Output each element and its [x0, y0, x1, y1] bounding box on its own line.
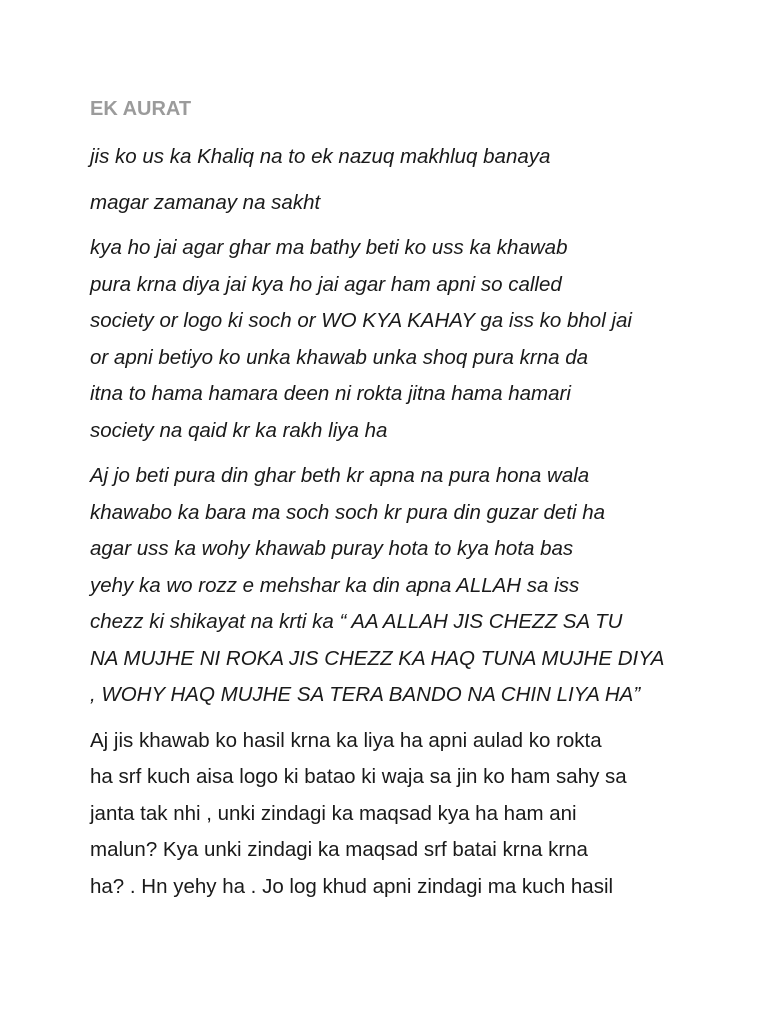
document-title: EK AURAT — [90, 98, 192, 120]
text-line: or apni betiyo ko unka khawab unka shoq pura krna da — [90, 345, 589, 369]
text-line: ha srf kuch aisa logo ki batao ki waja sa jin ko ham sahy sa — [90, 765, 627, 788]
text-line: chezz ki shikayat na krti ka “ AA ALLAH JIS CHEZZ SA TU — [90, 610, 623, 633]
text-line: itna to hama hamara deen ni rokta jitna hama hamari — [90, 382, 571, 405]
text-line: society or logo ki soch or WO KYA KAHAY ga iss ko bhol jai — [90, 309, 632, 332]
text-line: , WOHY HAQ MUJHE SA TERA BANDO NA CHIN LIYA HA” — [90, 683, 641, 706]
text-line: janta tak nhi , unki zindagi ka maqsad kya ha ham ani — [90, 801, 577, 825]
text-line: NA MUJHE NI ROKA JIS CHEZZ KA HAQ TUNA MUJHE DIYA — [90, 646, 665, 670]
text-line: pura krna diya jai kya ho jai agar ham apni so called — [90, 272, 562, 296]
text-line: kya ho jai agar ghar ma bathy beti ko uss ka khawab — [90, 236, 568, 259]
text-line: ha? . Hn yehy ha . Jo log khud apni zindagi ma kuch hasil — [90, 874, 614, 898]
text-line: society na qaid kr ka rakh liya ha — [90, 418, 388, 442]
text-line: yehy ka wo rozz e mehshar ka din apna ALLAH sa iss — [90, 573, 580, 597]
text-line: magar zamanay na sakht — [90, 190, 321, 214]
text-line: jis ko us ka Khaliq na to ek nazuq makhluq banaya — [90, 145, 551, 168]
text-line: Aj jis khawab ko hasil krna ka liya ha apni aulad ko rokta — [90, 728, 602, 752]
text-line: khawabo ka bara ma soch soch kr pura din guzar deti ha — [90, 500, 606, 524]
paragraph-1 — [90, 139, 690, 176]
paragraph-2 — [90, 185, 690, 222]
paragraph-4 — [90, 458, 690, 714]
text-line: agar uss ka wohy khawab puray hota to kya hota bas — [90, 537, 574, 560]
text-line: Aj jo beti pura din ghar beth kr apna na pura hona wala — [90, 464, 590, 487]
paragraph-3 — [90, 230, 690, 449]
text-line: malun? Kya unki zindagi ka maqsad srf batai krna krna — [90, 838, 588, 861]
paragraph-5 — [90, 723, 690, 906]
document-page — [90, 95, 690, 914]
